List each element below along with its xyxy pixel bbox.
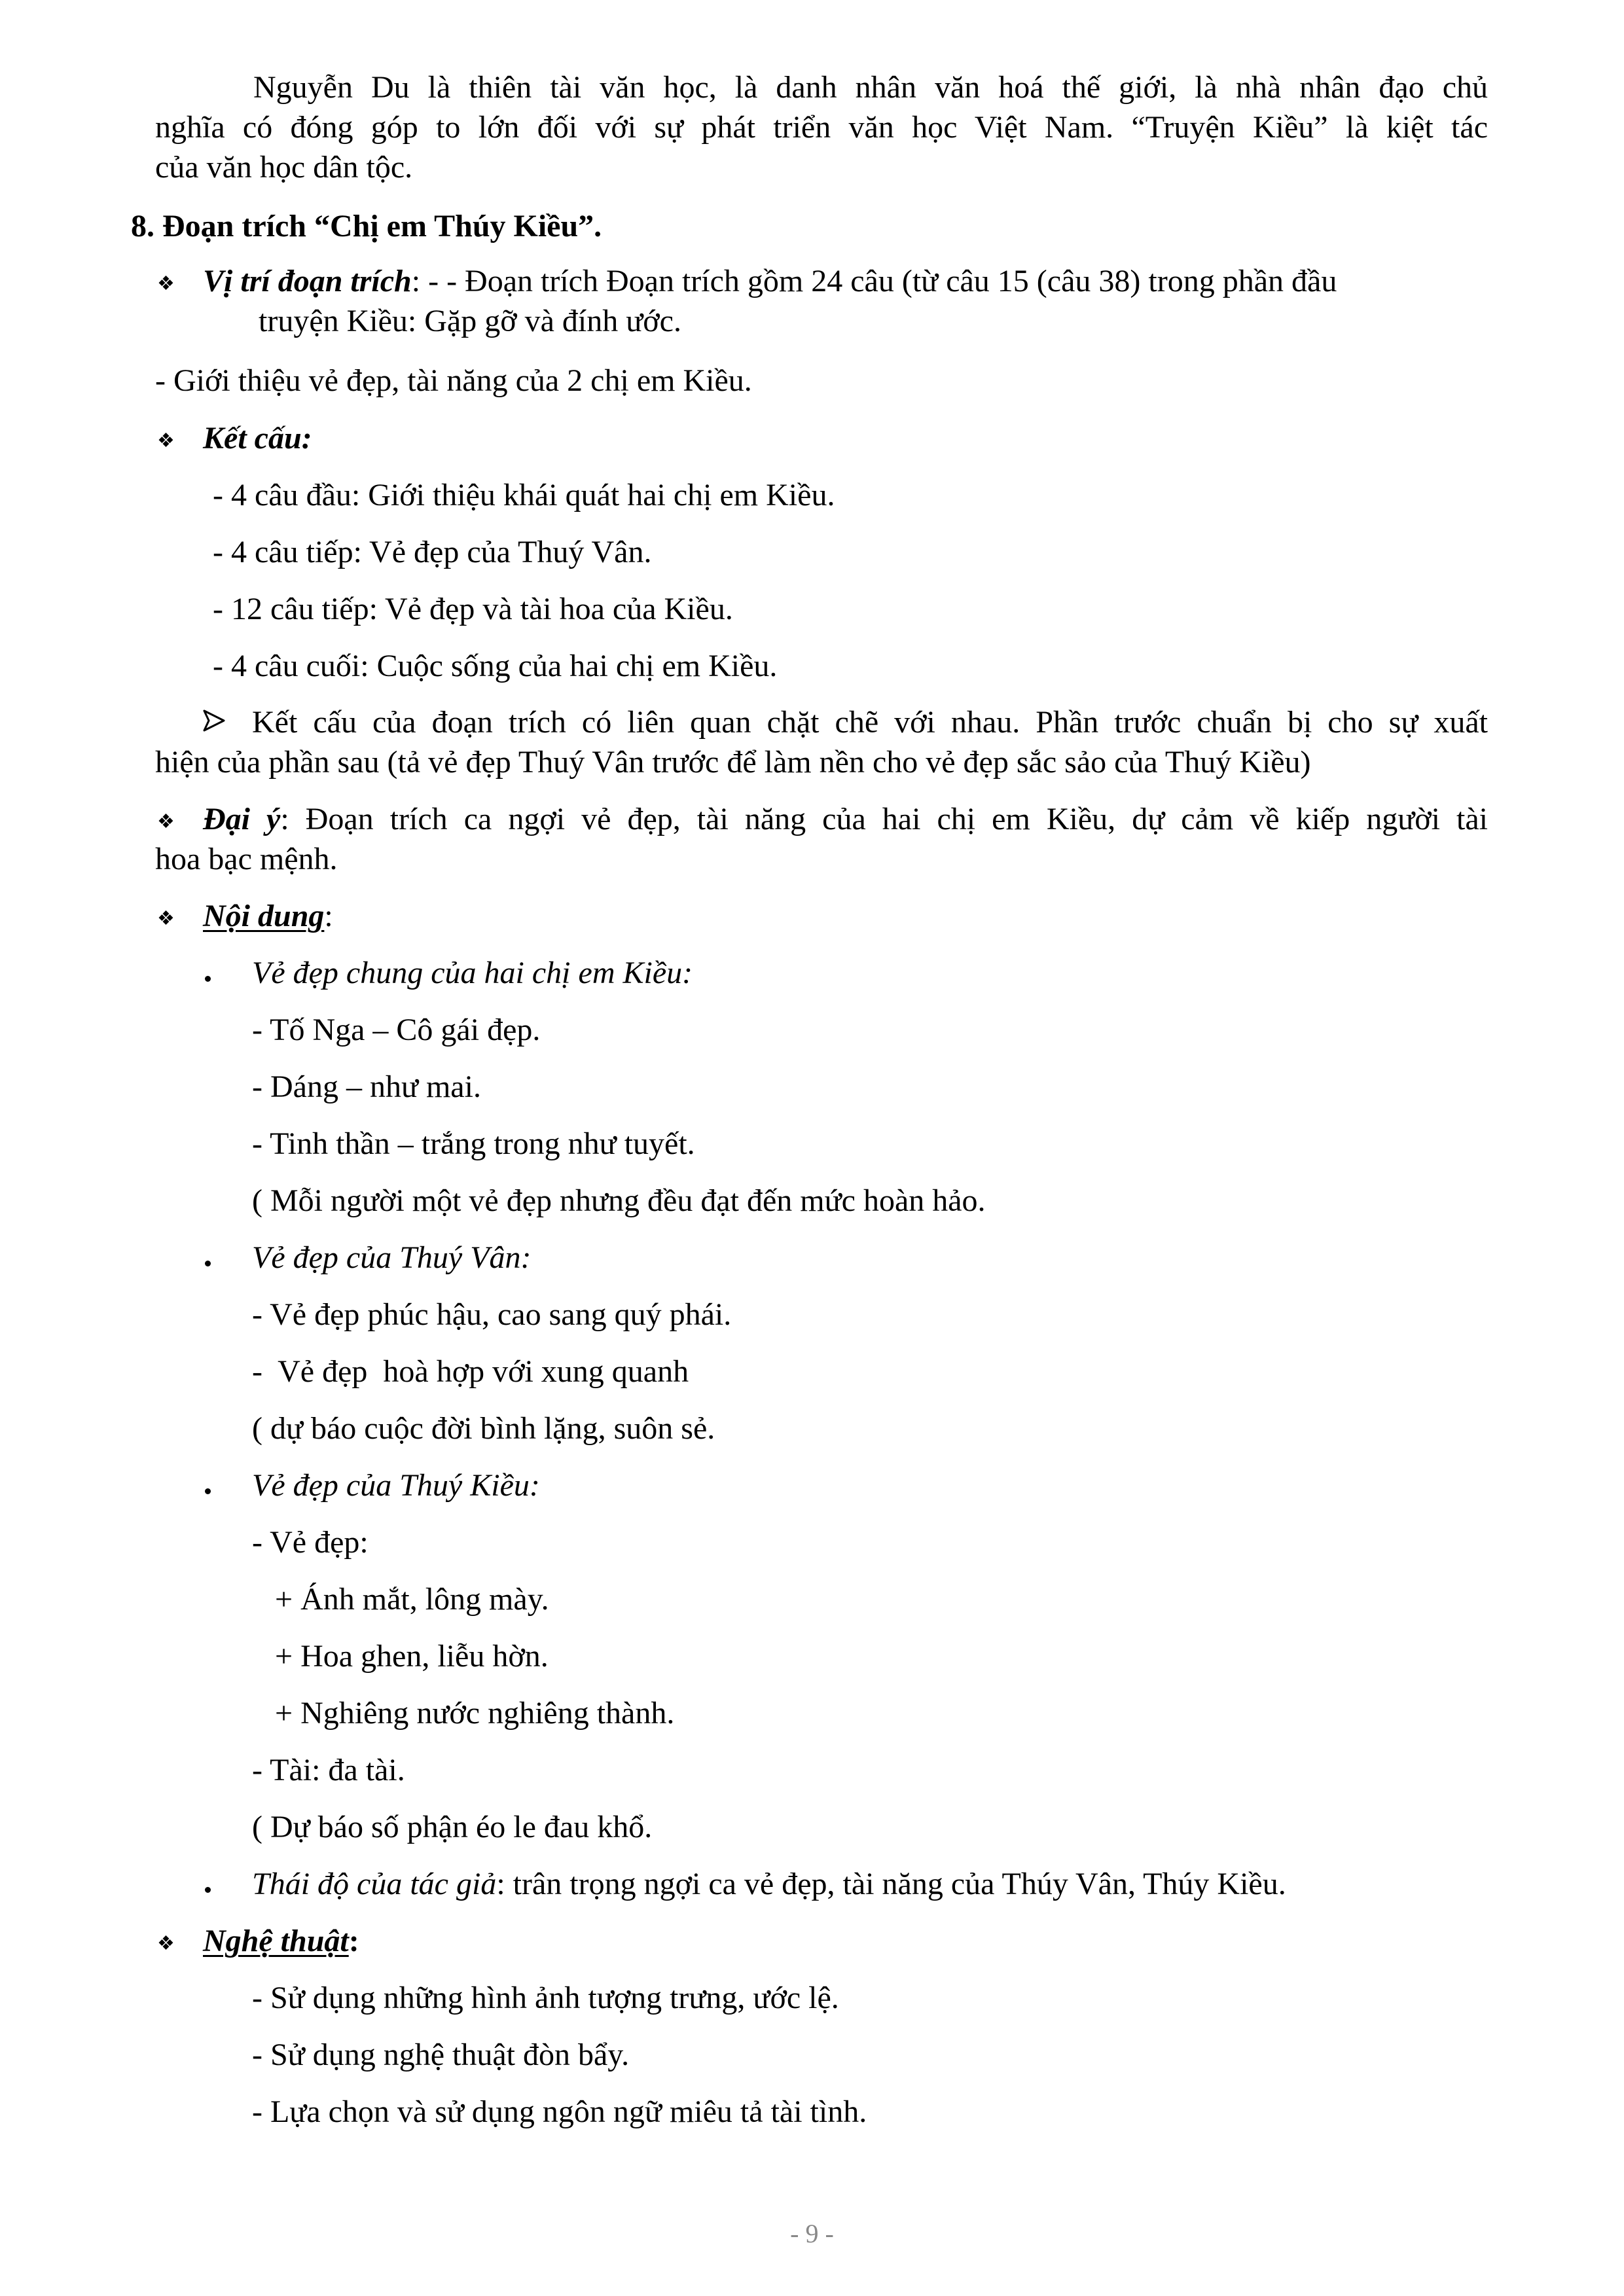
thuy-kieu-item: - Vẻ đẹp: — [252, 1525, 369, 1560]
ket-cau-summary-1: Kết cấu của đoạn trích có liên quan chặt chẽ với nhau. Phần trước chuẩn bị cho sự xuất — [252, 705, 1488, 740]
thuy-van-title: Vẻ đẹp của Thuý Vân: — [252, 1240, 532, 1275]
intro-line-2: nghĩa có đóng góp to lớn đối với sự phát triển văn học Việt Nam. “Truyện Kiều” là kiệt tác — [155, 110, 1488, 145]
nghe-thuat-heading — [203, 1922, 359, 1961]
noi-dung-colon: : — [324, 899, 333, 933]
dai-y-label: Đại ý — [203, 802, 281, 836]
vi-tri-text-1: : - - Đoạn trích Đoạn trích gồm 24 câu (từ câu 15 (câu 38) trong phần đầu — [411, 264, 1337, 298]
thuy-van-item: - Vẻ đẹp hoà hợp với xung quanh — [252, 1354, 689, 1389]
arrow-bullet-icon — [203, 709, 225, 732]
chung-item: ( Mỗi người một vẻ đẹp nhưng đều đạt đến mức hoàn hảo. — [252, 1183, 986, 1218]
nghe-thuat-item: - Sử dụng nghệ thuật đòn bẩy. — [252, 2037, 630, 2072]
thuy-kieu-item: - Tài: đa tài. — [252, 1753, 405, 1787]
thai-do-label: Thái độ của tác giả — [252, 1867, 497, 1901]
diamond-bullet-icon: ❖ — [157, 273, 175, 295]
nghe-thuat-item: - Lựa chọn và sử dụng ngôn ngữ miêu tả tài tình. — [252, 2094, 867, 2129]
dai-y-text-1: : Đoạn trích ca ngợi vẻ đẹp, tài năng của hai chị em Kiều, dự cảm về kiếp người tài — [280, 802, 1488, 836]
chung-item: - Dáng – như mai. — [252, 1069, 481, 1104]
diamond-bullet-icon: ❖ — [157, 430, 175, 452]
thuy-kieu-item: + Nghiêng nước nghiêng thành. — [275, 1696, 675, 1731]
noi-dung-heading — [203, 897, 333, 936]
vi-tri-line-2: truyện Kiều: Gặp gỡ và đính ước. — [259, 304, 681, 338]
round-bullet-icon — [205, 976, 211, 982]
diamond-bullet-icon: ❖ — [157, 908, 175, 929]
thai-do-text: : trân trọng ngợi ca vẻ đẹp, tài năng của Thúy Vân, Thúy Kiều. — [496, 1867, 1286, 1901]
chung-item: - Tố Nga – Cô gái đẹp. — [252, 1013, 541, 1047]
ket-cau-item: - 4 câu cuối: Cuộc sống của hai chị em Kiều. — [213, 649, 778, 683]
ket-cau-item: - 12 câu tiếp: Vẻ đẹp và tài hoa của Kiều. — [213, 592, 733, 626]
chung-title: Vẻ đẹp chung của hai chị em Kiều: — [252, 956, 693, 990]
ket-cau-item: - 4 câu tiếp: Vẻ đẹp của Thuý Vân. — [213, 535, 652, 569]
ket-cau-summary-2: hiện của phần sau (tả vẻ đẹp Thuý Vân trước để làm nền cho vẻ đẹp sắc sảo của Thuý Kiều) — [155, 745, 1311, 780]
thuy-kieu-item: ( Dự báo số phận éo le đau khổ. — [252, 1810, 653, 1844]
thai-do-line — [252, 1865, 1286, 1904]
nghe-thuat-colon: : — [348, 1924, 359, 1958]
thuy-kieu-title: Vẻ đẹp của Thuý Kiều: — [252, 1468, 540, 1503]
ket-cau-label: Kết cấu: — [203, 421, 312, 456]
dai-y-line-1 — [203, 800, 1488, 839]
round-bullet-icon — [205, 1887, 211, 1893]
vi-tri-line-1 — [203, 262, 1337, 301]
round-bullet-icon — [205, 1261, 211, 1266]
nghe-thuat-label: Nghệ thuật — [203, 1924, 349, 1958]
gioi-thieu: - Giới thiệu vẻ đẹp, tài năng của 2 chị em Kiều. — [155, 363, 752, 398]
thuy-kieu-item: + Ánh mắt, lông mày. — [275, 1582, 549, 1617]
noi-dung-label: Nội dung — [203, 899, 325, 933]
intro-line-1: Nguyễn Du là thiên tài văn học, là danh nhân văn hoá thế giới, là nhà nhân đạo chủ — [253, 70, 1488, 105]
nghe-thuat-item: - Sử dụng những hình ảnh tượng trưng, ước lệ. — [252, 1981, 839, 2015]
section-heading: 8. Đoạn trích “Chị em Thúy Kiều”. — [131, 209, 602, 243]
chung-item: - Tinh thần – trắng trong như tuyết. — [252, 1126, 695, 1161]
thuy-van-item: - Vẻ đẹp phúc hậu, cao sang quý phái. — [252, 1297, 732, 1332]
diamond-bullet-icon: ❖ — [157, 811, 175, 833]
vi-tri-label: Vị trí đoạn trích — [203, 264, 412, 298]
round-bullet-icon — [205, 1488, 211, 1494]
page-number: - 9 - — [790, 2219, 834, 2248]
dai-y-line-2: hoa bạc mệnh. — [155, 842, 338, 876]
thuy-kieu-item: + Hoa ghen, liễu hờn. — [275, 1639, 549, 1674]
thuy-van-item: ( dự báo cuộc đời bình lặng, suôn sẻ. — [252, 1411, 715, 1446]
ket-cau-item: - 4 câu đầu: Giới thiệu khái quát hai chị em Kiều. — [213, 478, 835, 512]
intro-line-3: của văn học dân tộc. — [155, 150, 413, 185]
diamond-bullet-icon: ❖ — [157, 1933, 175, 1954]
